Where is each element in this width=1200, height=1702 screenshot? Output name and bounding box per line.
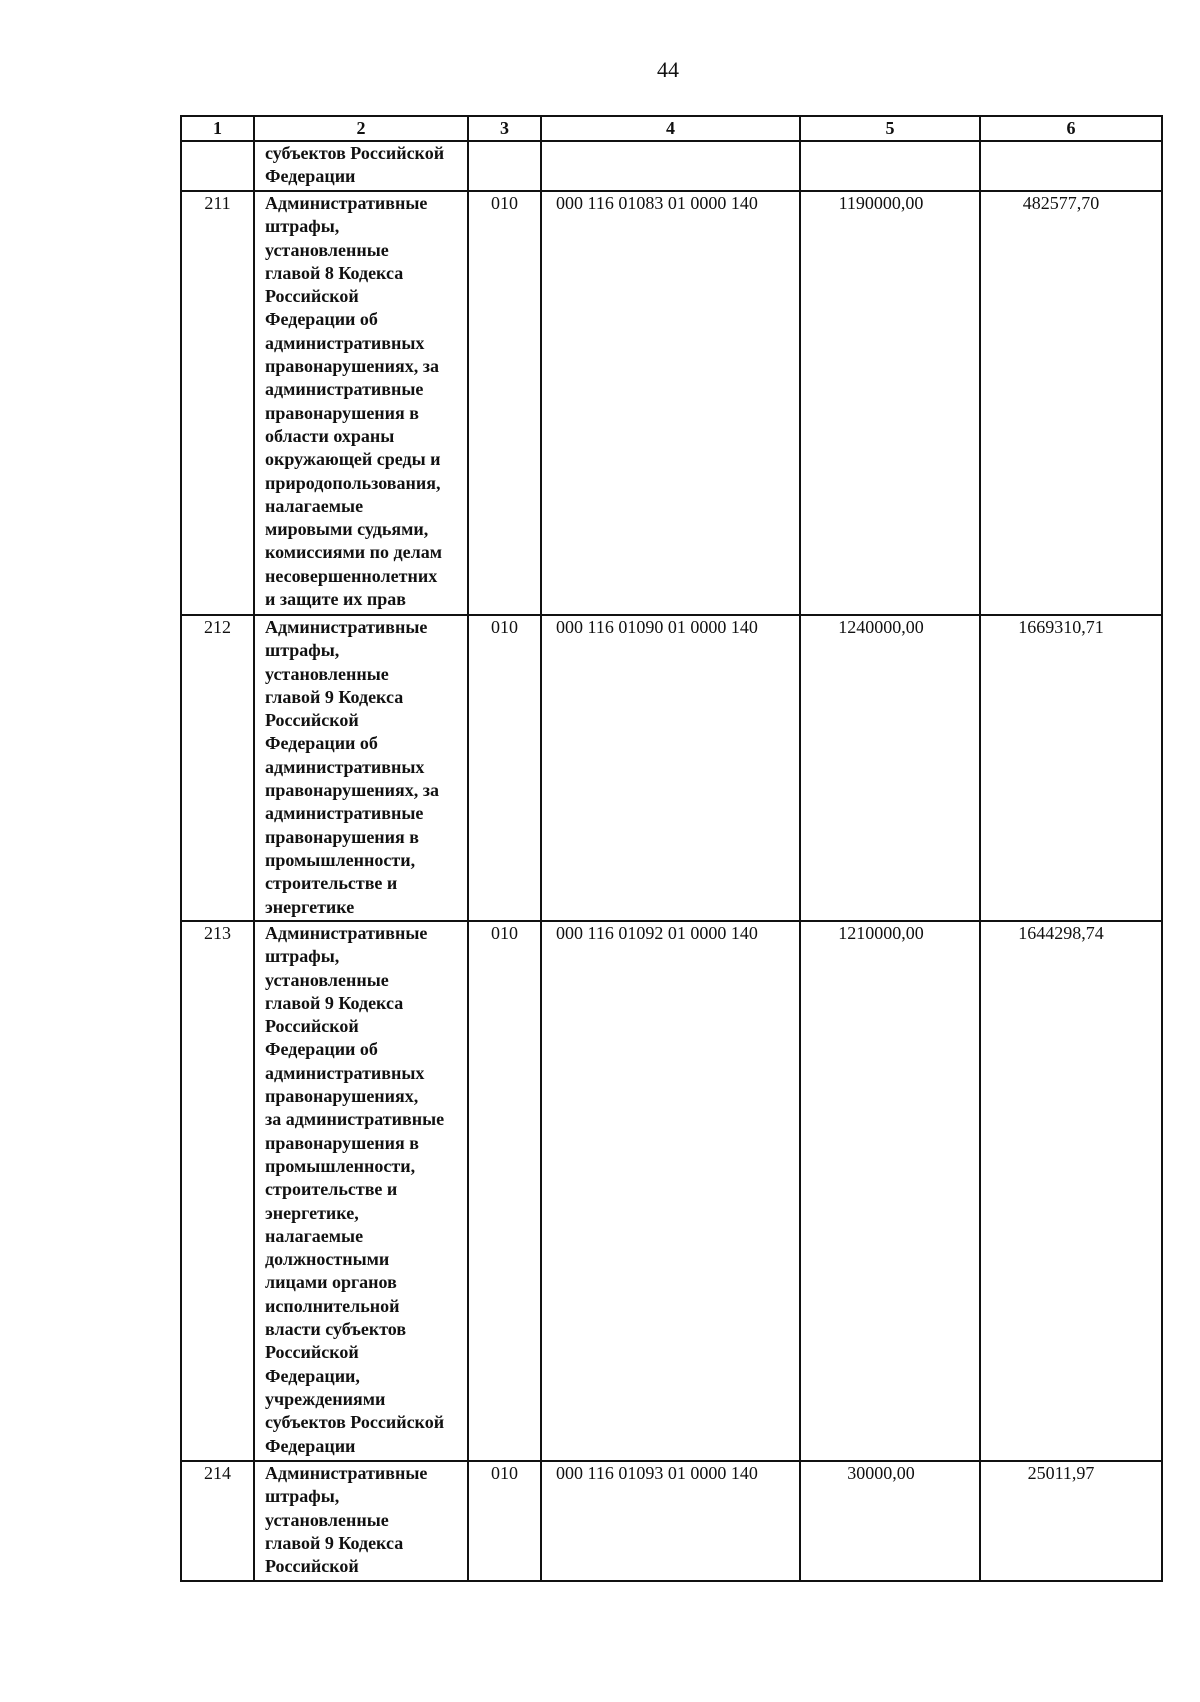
row-description-cell	[254, 615, 468, 921]
kbk-code: 000 116 01090 01 0000 140	[541, 615, 800, 921]
admin-code-cell	[468, 141, 541, 191]
actual-amount: 1644298,74	[980, 921, 1162, 1461]
actual-amount: 1669310,71	[980, 615, 1162, 921]
row-number: 212	[181, 615, 254, 921]
table-row	[181, 615, 1162, 921]
table-row	[181, 1461, 1162, 1581]
column-header-1: 1	[181, 116, 254, 141]
kbk-cell	[541, 141, 800, 191]
admin-code: 010	[468, 1461, 541, 1581]
column-header-6: 6	[980, 116, 1162, 141]
table-header-row	[181, 116, 1162, 141]
page-number: 44	[657, 57, 679, 82]
admin-code: 010	[468, 191, 541, 615]
actual-amount: 25011,97	[980, 1461, 1162, 1581]
row-description: Административные штрафы, установленные главой 8 Кодекса Российской Федерации об административных правонарушениях, за административные правонарушения в области охраны окружающей среды и природопользования, налагаемые мировыми судьями, комиссиями по делам несовершеннолетних и защите их прав	[265, 193, 442, 610]
column-header-2: 2	[254, 116, 468, 141]
plan-cell	[800, 141, 980, 191]
row-number-cell	[181, 141, 254, 191]
plan-amount: 1240000,00	[800, 615, 980, 921]
row-description-cell	[254, 1461, 468, 1581]
plan-amount: 30000,00	[800, 1461, 980, 1581]
actual-amount: 482577,70	[980, 191, 1162, 615]
table-row-continuation	[181, 141, 1162, 191]
column-header-5: 5	[800, 116, 980, 141]
row-description: Административные штрафы, установленные главой 9 Кодекса Российской Федерации об административных правонарушениях, за административные правонарушения в промышленности, строительстве и энергетике	[265, 617, 440, 917]
row-description: Административные штрафы, установленные главой 9 Кодекса Российской Федерации об административных правонарушениях, за административные правонарушения в промышленности, строительстве и энергетике, налагаемые должностными лицами органов исполнительной власти субъектов Российской Федерации, учреждениями субъектов Российской Федерации	[265, 923, 445, 1456]
admin-code: 010	[468, 921, 541, 1461]
row-description-cell	[254, 191, 468, 615]
kbk-code: 000 116 01092 01 0000 140	[541, 921, 800, 1461]
kbk-code: 000 116 01083 01 0000 140	[541, 191, 800, 615]
actual-cell	[980, 141, 1162, 191]
row-number: 213	[181, 921, 254, 1461]
column-header-4: 4	[541, 116, 800, 141]
row-description: Административные штрафы, установленные главой 9 Кодекса Российской	[265, 1463, 428, 1577]
plan-amount: 1210000,00	[800, 921, 980, 1461]
row-description-cell	[254, 141, 468, 191]
row-description-cell	[254, 921, 468, 1461]
row-number: 211	[181, 191, 254, 615]
table-row	[181, 191, 1162, 615]
column-header-3: 3	[468, 116, 541, 141]
row-description: субъектов Российской Федерации	[265, 143, 445, 187]
table-row	[181, 921, 1162, 1461]
kbk-code: 000 116 01093 01 0000 140	[541, 1461, 800, 1581]
admin-code: 010	[468, 615, 541, 921]
plan-amount: 1190000,00	[800, 191, 980, 615]
budget-revenue-table	[180, 115, 1163, 1582]
row-number: 214	[181, 1461, 254, 1581]
